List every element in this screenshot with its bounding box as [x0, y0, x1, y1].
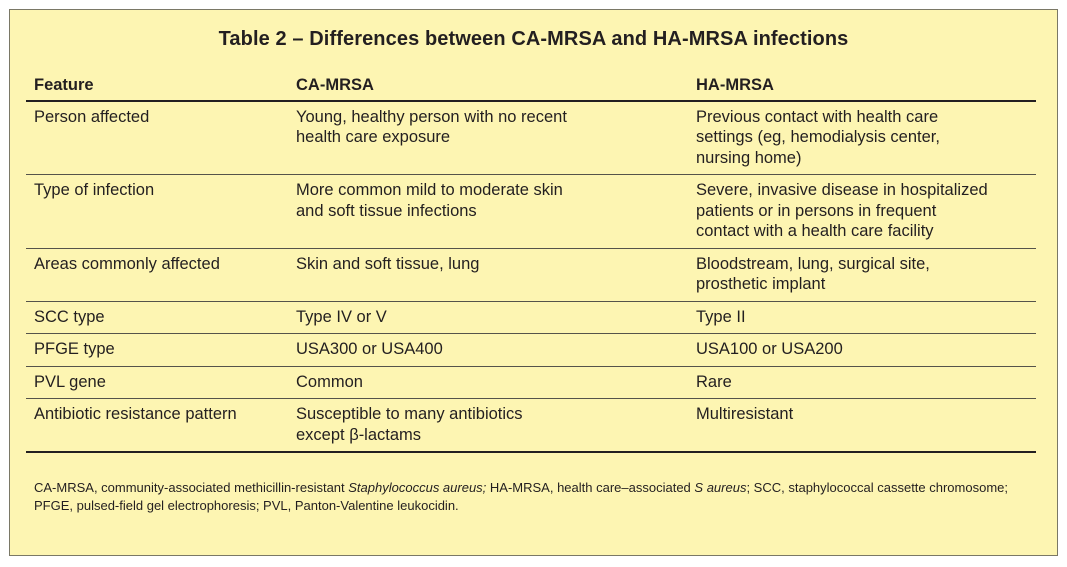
table-row	[26, 366, 1036, 399]
cell-line: Multiresistant	[696, 405, 794, 423]
cell-line: prosthetic implant	[696, 275, 826, 293]
table-title: Table 2 – Differences between CA-MRSA and HA-MRSA infections	[218, 28, 849, 50]
table-row	[26, 301, 1036, 334]
cell-ha-mrsa	[688, 248, 1036, 301]
cell-ha-mrsa	[688, 175, 1036, 249]
cell-line: Bloodstream, lung, surgical site,	[696, 254, 930, 273]
cell-line: Skin and soft tissue, lung	[296, 254, 480, 273]
cell-feature: Areas commonly affected	[26, 248, 288, 301]
footnote-text: CA-MRSA, community-associated methicillin-resistant	[34, 480, 349, 495]
cell-ca-mrsa	[288, 101, 688, 175]
cell-line: Previous contact with health care	[696, 107, 939, 126]
cell-ha-mrsa	[688, 366, 1036, 399]
table-row	[26, 248, 1036, 301]
cell-line: USA300 or USA400	[296, 340, 443, 358]
header-feature: Feature	[26, 72, 288, 101]
cell-feature: Antibiotic resistance pattern	[26, 399, 288, 453]
cell-line: and soft tissue infections	[296, 201, 477, 220]
cell-line: Type IV or V	[296, 307, 387, 326]
cell-line: USA100 or USA200	[696, 340, 843, 358]
cell-line: Common	[296, 372, 363, 391]
footnote-text: ; SCC, staphylococcal cassette chromosome; PFGE, pulsed-field gel electrophoresis; PVL, Panton-Valentine leukocidin.	[34, 480, 1009, 513]
cell-line: Rare	[696, 372, 732, 391]
comparison-table	[26, 72, 1036, 453]
cell-ca-mrsa	[288, 399, 688, 453]
cell-line: except β-lactams	[296, 425, 422, 444]
cell-ha-mrsa	[688, 334, 1036, 367]
cell-line: More common mild to moderate skin	[296, 181, 563, 199]
header-ca-mrsa: CA-MRSA	[288, 72, 688, 101]
cell-ca-mrsa	[288, 366, 688, 399]
cell-ca-mrsa	[288, 334, 688, 367]
cell-line: Susceptible to many antibiotics	[296, 405, 523, 423]
cell-line: patients or in persons in frequent	[696, 201, 937, 220]
footnote-italic: S aureus	[694, 480, 747, 495]
cell-ca-mrsa	[288, 301, 688, 334]
cell-feature: Person affected	[26, 101, 288, 175]
header-row	[26, 72, 1036, 101]
table-panel	[9, 9, 1058, 556]
table-row	[26, 101, 1036, 175]
footnote	[34, 479, 1029, 515]
table-row	[26, 175, 1036, 249]
cell-line: settings (eg, hemodialysis center,	[696, 128, 940, 146]
cell-ca-mrsa	[288, 248, 688, 301]
cell-line: health care exposure	[296, 128, 451, 146]
cell-feature: PVL gene	[26, 366, 288, 399]
cell-ha-mrsa	[688, 399, 1036, 453]
footnote-text: HA-MRSA, health care–associated	[486, 480, 695, 495]
cell-feature: Type of infection	[26, 175, 288, 249]
table-row	[26, 399, 1036, 453]
cell-line: Severe, invasive disease in hospitalized	[696, 181, 988, 199]
cell-ha-mrsa	[688, 101, 1036, 175]
table-row	[26, 334, 1036, 367]
header-ha-mrsa: HA-MRSA	[688, 72, 1036, 101]
cell-line: Type II	[696, 307, 746, 326]
cell-line: nursing home)	[696, 148, 802, 167]
cell-ha-mrsa	[688, 301, 1036, 334]
cell-ca-mrsa	[288, 175, 688, 249]
cell-feature: PFGE type	[26, 334, 288, 367]
cell-line: contact with a health care facility	[696, 222, 934, 240]
footnote-italic: Staphylococcus aureus;	[348, 480, 487, 495]
cell-feature: SCC type	[26, 301, 288, 334]
cell-line: Young, healthy person with no recent	[296, 107, 567, 126]
